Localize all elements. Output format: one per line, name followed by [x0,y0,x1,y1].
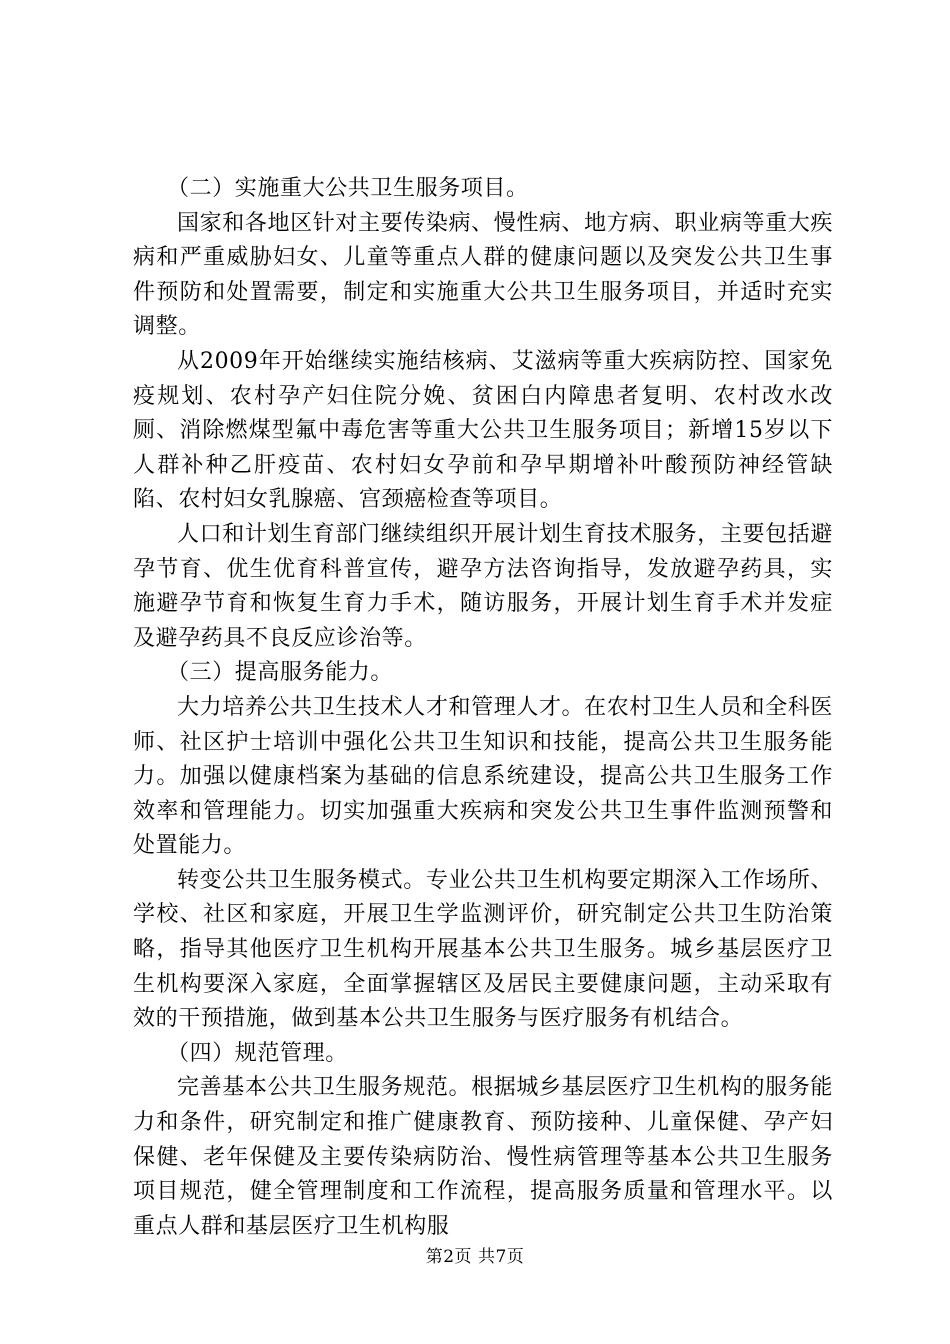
paragraph-1: 国家和各地区针对主要传染病、慢性病、地方病、职业病等重大疾病和严重威胁妇女、儿童等重点人群的健康问题以及突发公共卫生事件预防和处置需要，制定和实施重大公共卫生服务项目，并适时充实调整。 [133,210,833,340]
paragraph-2: 从2009年开始继续实施结核病、艾滋病等重大疾病防控、国家免疫规划、农村孕产妇住院分娩、贫困白内障患者复明、农村改水改厕、消除燃煤型氟中毒危害等重大公共卫生服务项目；新增15岁以下人群补种乙肝疫苗、农村妇女孕前和孕早期增补叶酸预防神经管缺陷、农村妇女乳腺癌、宫颈癌检查等项目。 [133,348,833,513]
paragraph-3: 人口和计划生育部门继续组织开展计划生育技术服务，主要包括避孕节育、优生优育科普宣传，避孕方法咨询指导，发放避孕药具，实施避孕节育和恢复生育力手术，随访服务，开展计划生育手术并发症及避孕药具不良反应诊治等。 [133,521,833,651]
section-heading-4: （四）规范管理。 [167,1040,348,1066]
paragraph-5: 转变公共卫生服务模式。专业公共卫生机构要定期深入工作场所、学校、社区和家庭，开展卫生学监测评价，研究制定公共卫生防治策略，指导其他医疗卫生机构开展基本公共卫生服务。城乡基层医疗卫生机构要深入家庭，全面掌握辖区及居民主要健康问题，主动采取有效的干预措施，做到基本公共卫生服务与医疗服务有机结合。 [133,867,833,1032]
page-footer: 第2页 共7页 [425,1247,525,1267]
section-heading-2: （二）实施重大公共卫生服务项目。 [167,176,529,201]
paragraph-4: 大力培养公共卫生技术人才和管理人才。在农村卫生人员和全科医师、社区护士培训中强化公共卫生知识和技能，提高公共卫生服务能力。加强以健康档案为基础的信息系统建设，提高公共卫生服务工作效率和管理能力。切实加强重大疾病和突发公共卫生事件监测预警和处置能力。 [133,694,833,859]
section-heading-3: （三）提高服务能力。 [167,660,394,686]
document-body [133,172,833,1244]
paragraph-6: 完善基本公共卫生服务规范。根据城乡基层医疗卫生机构的服务能力和条件，研究制定和推广健康教育、预防接种、儿童保健、孕产妇保健、老年保健及主要传染病防治、慢性病管理等基本公共卫生服务项目规范，健全管理制度和工作流程，提高服务质量和管理水平。以重点人群和基层医疗卫生机构服 [133,1075,833,1239]
